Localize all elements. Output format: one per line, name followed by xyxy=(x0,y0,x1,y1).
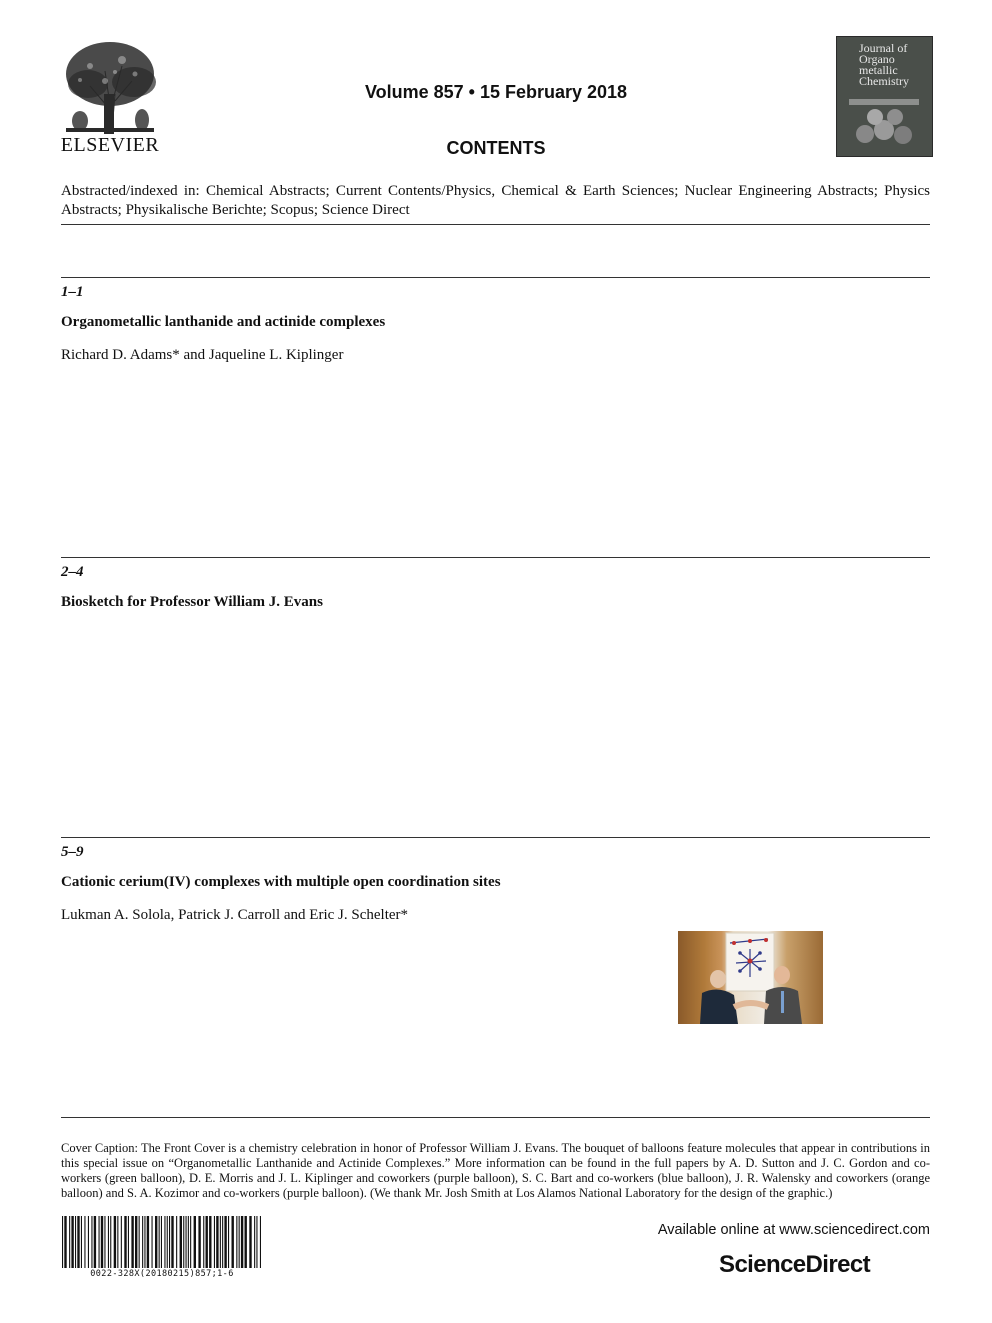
barcode-bar xyxy=(214,1216,215,1268)
issn-barcode xyxy=(61,1216,263,1270)
barcode-bar xyxy=(236,1216,237,1268)
barcode-bar xyxy=(101,1216,103,1268)
barcode-bar xyxy=(203,1216,204,1268)
elsevier-wordmark: ELSEVIER xyxy=(60,134,160,156)
barcode-bar xyxy=(155,1216,157,1268)
cover-caption: Cover Caption: The Front Cover is a chemistry celebration in honor of Professor William J. Evans. The bouquet of balloons feature molecules that appear in contributions in this special issue on “Organometallic Lanthanide and Actinide Complexes.” More information can be found in the full papers by A. D. Sutton and J. C. Gordon and co-workers (green balloon), D. E. Morris and J. L. Kiplinger and coworkers (purple balloon), S. C. Bart and co-workers (blue balloon), J. R. Walensky and coworkers (orange balloon) and S. A. Kozimor and co-workers (purple balloon). (We thank Mr. Josh Smith at Los Alamos National Laboratory for the design of the graphic.) xyxy=(61,1141,930,1200)
article-pages: 1–1 xyxy=(61,284,84,300)
barcode-bar xyxy=(194,1216,196,1268)
barcode-bar xyxy=(84,1216,85,1268)
barcode-bar xyxy=(94,1216,96,1268)
available-online-text[interactable]: Available online at www.sciencedirect.com xyxy=(657,1222,930,1238)
barcode-bar xyxy=(239,1216,240,1268)
barcode-bar xyxy=(171,1216,173,1268)
journal-cover-thumbnail xyxy=(836,36,933,157)
barcode-bar xyxy=(186,1216,187,1268)
barcode-bar xyxy=(209,1216,211,1268)
article-divider xyxy=(61,277,930,278)
barcode-bar xyxy=(176,1216,177,1268)
barcode-bar xyxy=(254,1216,255,1268)
barcode-bar xyxy=(142,1216,143,1268)
barcode-bar xyxy=(169,1216,170,1268)
article-authors: Lukman A. Solola, Patrick J. Carroll and Eric J. Schelter* xyxy=(61,907,409,923)
article-divider xyxy=(61,557,930,558)
barcode-bar xyxy=(104,1216,105,1268)
barcode-bar xyxy=(245,1216,247,1268)
barcode-bar xyxy=(124,1216,126,1268)
header-divider xyxy=(61,224,930,225)
article-divider xyxy=(61,837,930,838)
barcode-bar xyxy=(117,1216,118,1268)
barcode-bar xyxy=(249,1216,251,1268)
barcode-bar xyxy=(220,1216,221,1268)
barcode-bar xyxy=(81,1216,82,1268)
abstracted-indexed-note: Abstracted/indexed in: Chemical Abstracts; Current Contents/Physics, Chemical & Earth Sciences; Nuclear Engineering Abstracts; Physics Abstracts; Physikalische Berichte; Scopus; Science Direct xyxy=(61,183,930,218)
barcode-bar xyxy=(232,1216,234,1268)
barcode-bar xyxy=(216,1216,218,1268)
article-authors: Richard D. Adams* and Jaqueline L. Kiplinger xyxy=(61,347,344,363)
contents-heading: CONTENTS xyxy=(446,138,546,158)
barcode-bar xyxy=(167,1216,168,1268)
barcode-bar xyxy=(190,1216,191,1268)
handshake-photo xyxy=(678,931,823,1024)
barcode-bar xyxy=(71,1216,73,1268)
barcode-bar xyxy=(91,1216,92,1268)
barcode-bar xyxy=(88,1216,89,1268)
barcode-bar xyxy=(183,1216,184,1268)
barcode-bar xyxy=(64,1216,66,1268)
barcode-bar xyxy=(139,1216,140,1268)
barcode-caption: 0022-328X(20180215)857;1-6 xyxy=(90,1269,234,1279)
barcode-bar xyxy=(144,1216,145,1268)
barcode-bar xyxy=(108,1216,109,1268)
barcode-bar xyxy=(69,1216,70,1268)
barcode-bar xyxy=(206,1216,208,1268)
barcode-bar xyxy=(159,1216,160,1268)
barcode-bar xyxy=(180,1216,182,1268)
barcode-bar xyxy=(131,1216,133,1268)
barcode-bar xyxy=(147,1216,149,1268)
sciencedirect-logo[interactable]: ScienceDirect xyxy=(719,1251,870,1278)
barcode-bar xyxy=(135,1216,137,1268)
barcode-bar xyxy=(164,1216,165,1268)
barcode-bar xyxy=(256,1216,257,1268)
barcode-bar xyxy=(228,1216,229,1268)
barcode-bar xyxy=(77,1216,79,1268)
barcode-bar xyxy=(128,1216,129,1268)
volume-date-line: Volume 857 • 15 February 2018 xyxy=(364,82,628,102)
barcode-bar xyxy=(188,1216,189,1268)
barcode-bar xyxy=(161,1216,162,1268)
barcode-bar xyxy=(222,1216,223,1268)
barcode-bar xyxy=(110,1216,111,1268)
barcode-bar xyxy=(75,1216,76,1268)
barcode-bar xyxy=(241,1216,243,1268)
article-pages: 2–4 xyxy=(61,564,84,580)
barcode-bar xyxy=(152,1216,153,1268)
article-title[interactable]: Cationic cerium(IV) complexes with multiple open coordination sites xyxy=(61,874,501,890)
article-pages: 5–9 xyxy=(61,844,84,860)
barcode-bar xyxy=(260,1216,261,1268)
footer-divider xyxy=(61,1117,930,1118)
barcode-bar xyxy=(198,1216,200,1268)
barcode-bar xyxy=(99,1216,100,1268)
journal-cover-title: Journal of Organo metallic Chemistry xyxy=(859,41,909,88)
article-title[interactable]: Biosketch for Professor William J. Evans xyxy=(61,594,323,610)
barcode-bar xyxy=(114,1216,116,1268)
barcode-bar xyxy=(62,1216,63,1268)
article-title[interactable]: Organometallic lanthanide and actinide complexes xyxy=(61,314,386,330)
barcode-bar xyxy=(121,1216,122,1268)
cover-balloons-graphic xyxy=(837,37,932,156)
barcode-bar xyxy=(224,1216,226,1268)
